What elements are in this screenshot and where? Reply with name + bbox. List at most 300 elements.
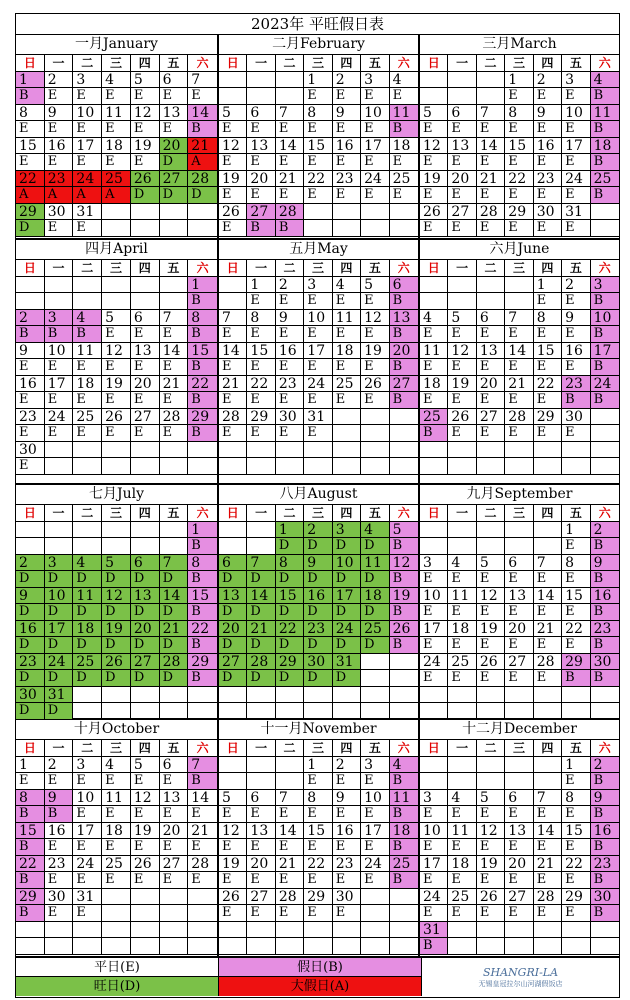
day-number: 30 [562, 409, 590, 426]
day-number: 21 [276, 171, 304, 188]
day-number: 3 [361, 757, 389, 774]
month-grid [219, 505, 418, 720]
day-number: 18 [102, 823, 131, 840]
day-number: 25 [102, 171, 131, 188]
empty-cell [534, 458, 562, 475]
day-code: E [73, 806, 102, 823]
empty-cell [276, 922, 304, 939]
day-number: 13 [448, 138, 476, 155]
empty-cell [188, 458, 217, 475]
day-number: 22 [534, 376, 562, 393]
day-number: 12 [131, 105, 160, 122]
day-number: 14 [276, 823, 304, 840]
day-number: 9 [45, 105, 74, 122]
day-number: 24 [361, 856, 389, 873]
weekday-header: 一 [448, 260, 476, 277]
day-number: 14 [160, 343, 189, 360]
day-code: E [247, 872, 275, 889]
day-code: E [304, 806, 332, 823]
day-number: 15 [534, 343, 562, 360]
day-code: D [333, 571, 361, 588]
weekday-header: 三 [102, 505, 131, 522]
day-number: 2 [304, 522, 332, 539]
day-code: B [591, 154, 619, 171]
day-number: 10 [73, 790, 102, 807]
day-number: 5 [390, 522, 418, 539]
day-code: E [219, 872, 247, 889]
day-number: 12 [102, 343, 131, 360]
weekday-header: 日 [16, 740, 45, 757]
day-code: E [505, 806, 533, 823]
day-number: 25 [361, 621, 389, 638]
empty-cell [102, 458, 131, 475]
empty-cell [591, 703, 619, 720]
day-code: D [45, 604, 74, 621]
day-code: B [188, 392, 217, 409]
day-code: E [448, 806, 476, 823]
month-title: 二月February [219, 35, 418, 55]
day-number: 11 [102, 105, 131, 122]
day-number: 24 [73, 856, 102, 873]
empty-cell [45, 442, 74, 459]
day-code: E [562, 425, 590, 442]
empty-cell [247, 938, 275, 955]
day-code: E [448, 392, 476, 409]
weekday-header: 二 [73, 740, 102, 757]
month-10 [15, 719, 218, 957]
day-code: E [448, 839, 476, 856]
weekday-header: 五 [160, 505, 189, 522]
empty-cell [477, 458, 505, 475]
day-code: E [361, 773, 389, 790]
day-number: 8 [534, 310, 562, 327]
empty-cell [333, 687, 361, 704]
day-code: E [16, 359, 45, 376]
weekday-header: 六 [390, 260, 418, 277]
day-code: E [477, 121, 505, 138]
day-code: E [562, 220, 590, 237]
day-number: 15 [304, 823, 332, 840]
day-code: E [276, 154, 304, 171]
day-number: 13 [160, 105, 189, 122]
weekday-header: 四 [534, 740, 562, 757]
day-code: E [420, 839, 448, 856]
day-number: 22 [304, 856, 332, 873]
day-number: 4 [420, 310, 448, 327]
day-code: B [591, 88, 619, 105]
empty-cell [45, 277, 74, 294]
empty-cell [333, 703, 361, 720]
day-code: E [276, 187, 304, 204]
weekday-header: 四 [534, 505, 562, 522]
month-6 [419, 239, 620, 484]
day-code: E [45, 220, 74, 237]
day-code: D [219, 604, 247, 621]
weekday-header: 六 [188, 505, 217, 522]
day-number: 29 [16, 889, 45, 906]
day-code: E [534, 220, 562, 237]
day-number: 30 [534, 204, 562, 221]
day-code: D [160, 637, 189, 654]
weekday-header: 三 [304, 740, 332, 757]
day-code: B [390, 637, 418, 654]
day-code: E [534, 806, 562, 823]
day-code: E [505, 326, 533, 343]
day-code: E [45, 88, 74, 105]
empty-cell [219, 757, 247, 774]
day-number: 26 [131, 856, 160, 873]
weekday-header: 六 [591, 260, 619, 277]
empty-cell [361, 703, 389, 720]
day-code: E [477, 670, 505, 687]
day-number: 8 [304, 790, 332, 807]
day-code: E [448, 359, 476, 376]
weekday-header: 二 [477, 55, 505, 72]
weekday-header: 一 [45, 740, 74, 757]
day-number: 15 [562, 588, 590, 605]
day-number: 26 [102, 409, 131, 426]
empty-cell [390, 938, 418, 955]
empty-cell [448, 922, 476, 939]
day-code: B [390, 839, 418, 856]
day-code: E [247, 293, 275, 310]
day-code: E [390, 154, 418, 171]
day-code: E [562, 187, 590, 204]
day-number: 10 [333, 555, 361, 572]
day-code: E [16, 392, 45, 409]
day-code: E [505, 670, 533, 687]
day-number: 22 [505, 171, 533, 188]
empty-cell [477, 277, 505, 294]
empty-cell [131, 703, 160, 720]
day-number: 13 [247, 138, 275, 155]
empty-cell [16, 277, 45, 294]
weekday-header: 日 [16, 260, 45, 277]
day-number: 15 [16, 138, 45, 155]
day-number: 29 [505, 204, 533, 221]
empty-cell [591, 458, 619, 475]
day-number: 11 [390, 790, 418, 807]
month-title: 一月January [16, 35, 217, 55]
empty-cell [276, 938, 304, 955]
weekday-header: 六 [188, 260, 217, 277]
month-grid [16, 260, 217, 475]
empty-cell [333, 425, 361, 442]
day-code: D [247, 571, 275, 588]
day-number: 28 [276, 889, 304, 906]
day-number: 4 [361, 522, 389, 539]
day-number: 25 [448, 889, 476, 906]
day-code: B [73, 326, 102, 343]
day-number: 21 [160, 621, 189, 638]
empty-cell [390, 922, 418, 939]
empty-cell [102, 889, 131, 906]
day-number: 1 [247, 277, 275, 294]
empty-cell [591, 938, 619, 955]
day-code: B [45, 806, 74, 823]
day-number: 28 [247, 654, 275, 671]
empty-cell [534, 938, 562, 955]
day-number: 6 [131, 555, 160, 572]
day-code: E [131, 392, 160, 409]
day-code: E [448, 425, 476, 442]
day-code: E [160, 88, 189, 105]
day-number: 17 [73, 823, 102, 840]
day-code: D [219, 637, 247, 654]
day-number: 9 [591, 790, 619, 807]
empty-cell [131, 458, 160, 475]
weekday-header: 一 [45, 505, 74, 522]
day-number: 30 [16, 687, 45, 704]
day-code: E [420, 187, 448, 204]
day-code: E [131, 806, 160, 823]
day-number: 2 [562, 277, 590, 294]
day-number: 14 [247, 588, 275, 605]
empty-cell [448, 687, 476, 704]
day-number: 3 [304, 277, 332, 294]
empty-cell [102, 442, 131, 459]
day-number: 15 [505, 138, 533, 155]
empty-cell [131, 538, 160, 555]
day-number: 18 [420, 376, 448, 393]
empty-cell [477, 522, 505, 539]
day-code: E [16, 458, 45, 475]
day-code: E [361, 806, 389, 823]
weekday-header: 六 [390, 740, 418, 757]
day-code: E [45, 839, 74, 856]
weekday-header: 四 [534, 55, 562, 72]
day-number: 22 [562, 621, 590, 638]
page-title: 2023年 平旺假日表 [15, 13, 620, 35]
day-number: 12 [361, 310, 389, 327]
day-number: 22 [276, 621, 304, 638]
day-number: 19 [102, 376, 131, 393]
day-code: B [16, 326, 45, 343]
empty-cell [73, 277, 102, 294]
day-code: D [16, 604, 45, 621]
day-number: 8 [304, 105, 332, 122]
day-number: 23 [45, 856, 74, 873]
day-number: 2 [333, 757, 361, 774]
empty-cell [477, 703, 505, 720]
weekday-header: 三 [505, 740, 533, 757]
weekday-header: 二 [276, 260, 304, 277]
day-number: 23 [276, 376, 304, 393]
day-number: 27 [448, 204, 476, 221]
day-number: 16 [562, 343, 590, 360]
day-number: 3 [562, 72, 590, 89]
day-number: 27 [160, 856, 189, 873]
day-number: 28 [534, 889, 562, 906]
empty-cell [160, 220, 189, 237]
empty-cell [304, 703, 332, 720]
month-9 [419, 484, 620, 719]
day-number: 22 [16, 171, 45, 188]
empty-cell [448, 773, 476, 790]
empty-cell [420, 703, 448, 720]
empty-cell [188, 687, 217, 704]
day-number: 10 [361, 790, 389, 807]
day-number: 5 [131, 72, 160, 89]
day-number: 28 [188, 171, 217, 188]
day-code: E [534, 392, 562, 409]
weekday-header: 一 [45, 260, 74, 277]
day-code: E [477, 604, 505, 621]
empty-cell [448, 88, 476, 105]
day-code: E [448, 872, 476, 889]
day-number: 19 [219, 171, 247, 188]
day-number: 12 [102, 588, 131, 605]
weekday-header: 五 [562, 55, 590, 72]
month-title: 十二月December [420, 720, 619, 740]
day-code: E [505, 220, 533, 237]
empty-cell [16, 293, 45, 310]
empty-cell [73, 687, 102, 704]
day-number: 25 [73, 409, 102, 426]
day-code: D [160, 187, 189, 204]
day-number: 11 [420, 343, 448, 360]
day-code: E [304, 872, 332, 889]
empty-cell [247, 703, 275, 720]
day-number: 4 [73, 310, 102, 327]
day-code: E [390, 88, 418, 105]
empty-cell [131, 220, 160, 237]
weekday-header: 四 [131, 55, 160, 72]
day-number: 9 [333, 105, 361, 122]
empty-cell [276, 88, 304, 105]
empty-cell [420, 293, 448, 310]
day-number: 10 [45, 343, 74, 360]
day-number: 4 [390, 757, 418, 774]
day-code: E [448, 670, 476, 687]
day-number: 6 [505, 555, 533, 572]
day-number: 27 [505, 889, 533, 906]
day-code: B [591, 670, 619, 687]
day-code: E [276, 872, 304, 889]
day-code: E [102, 839, 131, 856]
month-title: 八月August [219, 485, 418, 505]
day-code: E [73, 839, 102, 856]
day-number: 31 [73, 889, 102, 906]
legend-major-holiday: 大假日(A) [219, 977, 422, 996]
day-number: 26 [102, 654, 131, 671]
empty-cell [247, 757, 275, 774]
day-number: 7 [477, 105, 505, 122]
day-number: 11 [591, 105, 619, 122]
day-code: B [390, 773, 418, 790]
day-number: 17 [304, 343, 332, 360]
day-number: 6 [448, 105, 476, 122]
empty-cell [562, 922, 590, 939]
empty-cell [505, 938, 533, 955]
day-number: 28 [505, 409, 533, 426]
day-code: D [361, 571, 389, 588]
day-code: D [131, 670, 160, 687]
empty-cell [562, 687, 590, 704]
day-code: E [73, 773, 102, 790]
day-number: 8 [16, 790, 45, 807]
day-number: 1 [562, 522, 590, 539]
day-number: 13 [390, 310, 418, 327]
day-number: 15 [304, 138, 332, 155]
day-code: D [361, 538, 389, 555]
day-number: 1 [304, 72, 332, 89]
day-code: E [562, 604, 590, 621]
weekday-header: 五 [160, 740, 189, 757]
day-code: E [333, 872, 361, 889]
day-code: D [102, 571, 131, 588]
day-code: E [73, 88, 102, 105]
empty-cell [477, 88, 505, 105]
day-code: E [333, 773, 361, 790]
empty-cell [160, 204, 189, 221]
empty-cell [160, 687, 189, 704]
empty-cell [188, 220, 217, 237]
day-code: E [276, 839, 304, 856]
empty-cell [477, 757, 505, 774]
day-number: 21 [534, 856, 562, 873]
empty-cell [534, 773, 562, 790]
empty-cell [477, 442, 505, 459]
day-number: 24 [591, 376, 619, 393]
day-number: 18 [448, 856, 476, 873]
day-number: 9 [591, 555, 619, 572]
day-number: 26 [477, 889, 505, 906]
day-code: E [534, 839, 562, 856]
month-grid [219, 260, 418, 475]
empty-cell [45, 922, 74, 939]
day-code: E [333, 905, 361, 922]
day-number: 29 [304, 889, 332, 906]
weekday-header: 一 [45, 55, 74, 72]
day-code: E [505, 154, 533, 171]
empty-cell [534, 687, 562, 704]
empty-cell [477, 938, 505, 955]
weekday-header: 一 [448, 505, 476, 522]
day-number: 23 [591, 856, 619, 873]
day-code: E [361, 359, 389, 376]
day-number: 23 [591, 621, 619, 638]
empty-cell [16, 522, 45, 539]
day-number: 25 [333, 376, 361, 393]
day-code: B [16, 905, 45, 922]
day-code: B [390, 806, 418, 823]
day-number: 10 [304, 310, 332, 327]
day-number: 10 [420, 588, 448, 605]
day-number: 13 [505, 823, 533, 840]
empty-cell [160, 538, 189, 555]
weekday-header: 一 [247, 260, 275, 277]
day-code: E [477, 392, 505, 409]
month-title: 五月May [219, 240, 418, 260]
day-code: E [131, 872, 160, 889]
day-code: B [188, 637, 217, 654]
empty-cell [16, 938, 45, 955]
day-code: B [390, 872, 418, 889]
empty-cell [160, 922, 189, 939]
month-title: 十一月November [219, 720, 418, 740]
day-number: 13 [219, 588, 247, 605]
day-number: 24 [333, 621, 361, 638]
day-number: 25 [591, 171, 619, 188]
day-code: E [534, 425, 562, 442]
day-number: 3 [420, 790, 448, 807]
day-number: 18 [73, 376, 102, 393]
day-code: E [160, 425, 189, 442]
day-code: E [361, 121, 389, 138]
empty-cell [477, 293, 505, 310]
empty-cell [276, 757, 304, 774]
